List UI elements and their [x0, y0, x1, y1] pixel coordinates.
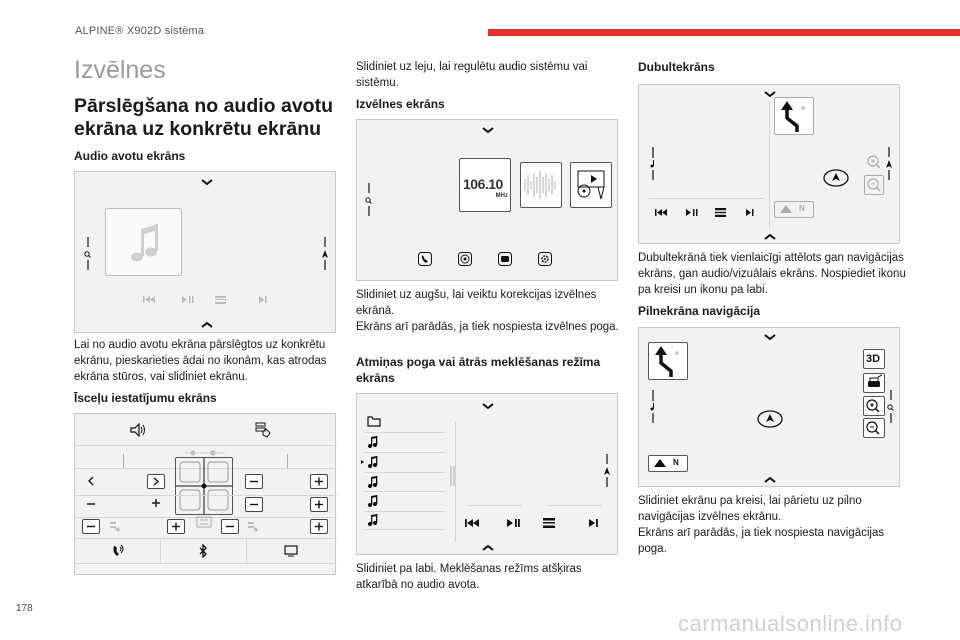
- sound-settings-icon: [109, 521, 121, 533]
- equalizer-icon: [196, 516, 212, 528]
- screen-icon[interactable]: [284, 545, 298, 557]
- scrollbar[interactable]: [450, 466, 456, 486]
- navigation-arrow-icon[interactable]: [884, 147, 894, 181]
- chevron-up-icon[interactable]: [482, 544, 494, 551]
- full-navigation-description: Slidiniet ekrānu pa kreisi, lai pārietu uz pilno navigācijas izvēlnes ekrānu. Ekrāns arī parādās, ja tiek nospiesta navigācijas poga.: [638, 495, 885, 555]
- navigation-icon[interactable]: [458, 252, 472, 266]
- minus-button[interactable]: [221, 519, 239, 534]
- turn-direction-tile: [648, 342, 688, 380]
- compass-label: N: [799, 204, 805, 213]
- zoom-in-button[interactable]: [863, 396, 885, 416]
- shortcut-settings-screen: [74, 413, 336, 575]
- chevron-down-icon[interactable]: [201, 179, 213, 186]
- music-icon[interactable]: [648, 147, 658, 181]
- media-tile[interactable]: [570, 162, 612, 208]
- music-note-icon[interactable]: [367, 436, 379, 449]
- chevron-down-icon[interactable]: [482, 403, 494, 410]
- minus-button[interactable]: [245, 497, 263, 512]
- memory-screen-subheading: Atmiņas poga vai ātrās meklēšanas režīma ekrāns: [356, 355, 601, 385]
- search-icon[interactable]: [83, 237, 93, 271]
- compass-label: N: [673, 458, 679, 467]
- dual-screen-subheading: Dubultekrāns: [638, 60, 715, 74]
- turn-direction-tile: [774, 97, 814, 135]
- arrow-left-icon[interactable]: [87, 476, 95, 486]
- media-controls: [655, 208, 755, 218]
- folder-icon[interactable]: [367, 415, 381, 427]
- zoom-out-button[interactable]: [864, 175, 884, 195]
- plus-button[interactable]: [310, 474, 328, 489]
- shortcut-screen-subheading: Īsceļu iestatījumu ekrāns: [74, 391, 217, 405]
- full-navigation-subheading: Pilnekrāna navigācija: [638, 304, 761, 318]
- plus-button[interactable]: [167, 519, 185, 534]
- seat-markers: [185, 449, 225, 457]
- document-header: ALPINE® X902D sistēma: [75, 25, 205, 37]
- chevron-down-icon[interactable]: [764, 334, 776, 341]
- music-note-icon[interactable]: [367, 495, 379, 508]
- plus-button[interactable]: [310, 497, 328, 512]
- menu-screen: [356, 119, 618, 281]
- dual-screen-description: Dubultekrānā tiek vienlaicīgi attēlots gan navigācijas ekrāns, gan audio/vizuālais ekrāns. Nospiediet ikonu pa kreisi un ikonu pa labi.: [638, 252, 906, 296]
- sound-settings-icon: [247, 521, 259, 533]
- chevron-up-icon[interactable]: [764, 233, 776, 240]
- radio-frequency: 106.10: [463, 176, 503, 192]
- music-note-icon[interactable]: [367, 514, 379, 527]
- compass-button[interactable]: [774, 201, 814, 218]
- dual-screen: [638, 84, 900, 244]
- chevron-up-icon[interactable]: [764, 476, 776, 483]
- page-number: 178: [16, 603, 33, 614]
- audio-screen-description: Lai no audio avotu ekrāna pārslēgtos uz konkrētu ekrānu, pieskarieties ādai no ikonām, kas atrodas ekrāna stūros, vai slidiniet ekrānu.: [74, 339, 327, 383]
- minus-button[interactable]: [82, 519, 100, 534]
- slide-right-text: Slidiniet pa labi. Meklēšanas režīms atšķiras atkarībā no audio avota.: [356, 563, 582, 591]
- zoom-in-icon[interactable]: [866, 154, 882, 170]
- position-marker-icon: [823, 169, 849, 187]
- watermark: carmanualsonline.info: [678, 611, 903, 636]
- plus-button[interactable]: [310, 519, 328, 534]
- chevron-up-icon[interactable]: [201, 321, 213, 328]
- menu-screen-subheading: Izvēlnes ekrāns: [356, 97, 445, 111]
- music-icon[interactable]: [648, 390, 658, 424]
- radio-unit: MHz: [495, 193, 508, 199]
- zoom-out-button[interactable]: [863, 418, 885, 438]
- slide-up-text: Slidiniet uz augšu, lai veiktu korekcijas izvēlnes ekrānā. Ekrāns arī parādās, ja tiek nospiesta izvēlnes poga.: [356, 289, 619, 333]
- search-icon[interactable]: [886, 390, 896, 424]
- media-controls: [143, 295, 273, 305]
- radio-tile[interactable]: [459, 158, 511, 212]
- audio-screen-subheading: Audio avotu ekrāns: [74, 149, 186, 163]
- sound-settings-icon[interactable]: [255, 422, 271, 438]
- quick-search-screen: [356, 393, 618, 555]
- page-title: Izvēlnes: [74, 56, 166, 84]
- phone-icon[interactable]: [418, 252, 432, 266]
- audio-source-screen: [74, 171, 336, 333]
- header-accent-bar: [488, 29, 960, 36]
- waveform-tile[interactable]: [520, 162, 562, 208]
- navigation-arrow-icon[interactable]: [320, 237, 330, 271]
- plus-icon[interactable]: [151, 498, 161, 508]
- navigation-arrow-icon[interactable]: [602, 454, 612, 488]
- 3d-view-button[interactable]: 3D: [863, 349, 885, 369]
- position-marker-icon: [757, 410, 783, 428]
- search-icon[interactable]: [364, 183, 374, 217]
- voice-assistant-icon[interactable]: [111, 544, 125, 558]
- slide-down-text: Slidiniet uz leju, lai regulētu audio sistēmu vai sistēmu.: [356, 61, 588, 89]
- chevron-down-icon[interactable]: [482, 127, 494, 134]
- volume-icon[interactable]: [130, 423, 146, 437]
- music-note-icon[interactable]: [367, 476, 379, 489]
- music-note-playing-icon[interactable]: [361, 456, 379, 469]
- minus-icon[interactable]: [86, 501, 96, 507]
- minus-button[interactable]: [245, 474, 263, 489]
- full-navigation-screen: [638, 327, 900, 487]
- compass-button[interactable]: [648, 455, 688, 472]
- media-controls: [465, 518, 605, 530]
- traffic-button[interactable]: [863, 373, 885, 393]
- bluetooth-icon[interactable]: [198, 544, 208, 558]
- gear-icon[interactable]: [538, 252, 552, 266]
- album-art: [105, 208, 182, 276]
- section-heading: Pārslēgšana no audio avotu ekrāna uz konkrētu ekrānu: [74, 95, 333, 140]
- cabin-balance-diagram[interactable]: [175, 457, 233, 515]
- arrow-right-button[interactable]: [147, 474, 165, 489]
- car-icon[interactable]: [498, 252, 512, 266]
